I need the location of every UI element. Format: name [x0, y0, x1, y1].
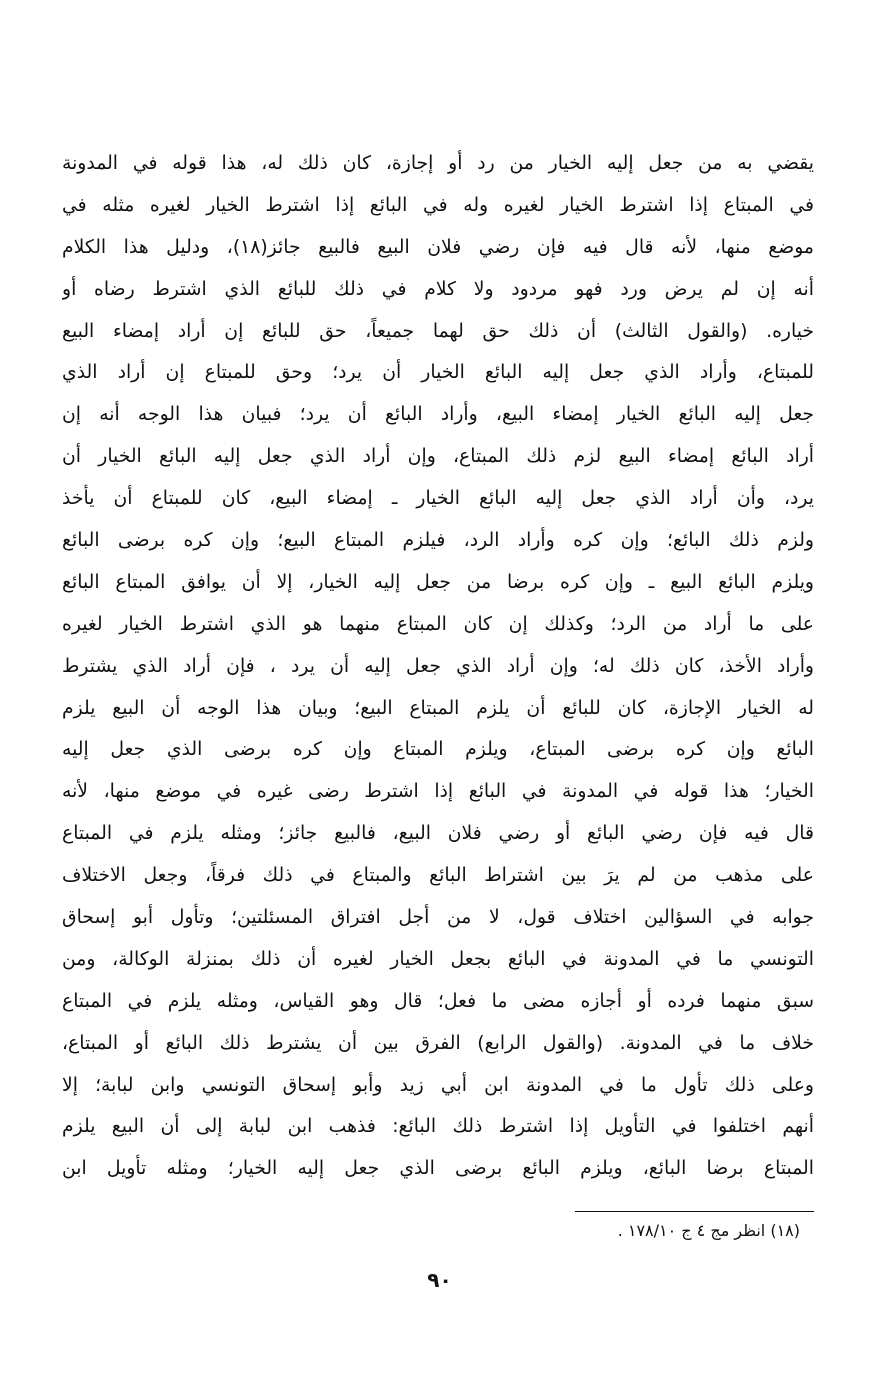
- text-line-15: البائع وإن كره برضى المبتاع، ويلزم المبتاع وإن كره برضى الذي جعل إليه: [62, 739, 814, 761]
- text-line-22: خلاف ما في المدونة. (والقول الرابع) الفرق بين أن يشترط ذلك البائع أو المبتاع،: [62, 1032, 814, 1054]
- main-text-block: [62, 143, 814, 1190]
- text-line-18: على مذهب من لم يرَ بين اشتراط البائع والمبتاع في ذلك فرقاً، وجعل الاختلاف: [62, 865, 814, 887]
- text-line-20: التونسي ما في المدونة في البائع بجعل الخيار لغيره أن ذلك بمنزلة الوكالة، ومن: [62, 948, 814, 970]
- text-line-24: أنهم اختلفوا في التأويل إذا اشترط ذلك البائع: فذهب ابن لبابة إلى أن البيع يلزم: [62, 1116, 814, 1138]
- text-line-3: موضع منها، لأنه قال فيه فإن رضي فلان البيع فالبيع جائز(١٨)، ودليل هذا الكلام: [62, 236, 814, 258]
- text-line-12: على ما أراد من الرد؛ وكذلك إن كان المبتاع منهما هو الذي اشترط الخيار لغيره: [62, 613, 814, 635]
- footnote: (١٨) انظر مج ٤ ج ١٧٨/١٠ .: [617, 1221, 800, 1240]
- text-line-6: للمبتاع، وأراد الذي جعل إليه البائع الخيار أن يرد؛ وحق للمبتاع إن أراد الذي: [62, 362, 814, 384]
- text-line-7: جعل إليه البائع الخيار إمضاء البيع، وأراد البائع أن يرد؛ فبيان هذا الوجه أنه إن: [62, 404, 814, 426]
- text-line-8: أراد البائع إمضاء البيع لزم ذلك المبتاع، وإن أراد الذي جعل إليه البائع الخيار أن: [62, 446, 814, 468]
- text-line-4: أنه إن لم يرض ورد فهو مردود ولا كلام في ذلك للبائع الذي اشترط رضاه أو: [62, 278, 814, 300]
- text-line-11: ويلزم البائع البيع ـ وإن كره برضا من جعل إليه الخيار، إلا أن يوافق المبتاع البائع: [62, 571, 814, 593]
- text-line-10: ولزم ذلك البائع؛ وإن كره وأراد الرد، فيلزم المبتاع البيع؛ وإن كره برضى البائع: [62, 530, 814, 552]
- text-line-13: وأراد الأخذ، كان ذلك له؛ وإن أراد الذي جعل إليه أن يرد ، فإن أراد الذي يشترط: [62, 655, 814, 677]
- text-line-5: خياره. (والقول الثالث) أن ذلك حق لهما جميعاً، حق للبائع إن أراد إمضاء البيع: [62, 320, 814, 342]
- text-line-19: جوابه في السؤالين اختلاف قول، لا من أجل افتراق المسئلتين؛ وتأول أبو إسحاق: [62, 907, 814, 929]
- text-line-14: له الخيار الإجازة، كان للبائع أن يلزم المبتاع البيع؛ وبيان هذا الوجه أن البيع يلزم: [62, 697, 814, 719]
- text-line-17: قال فيه فإن رضي البائع أو رضي فلان البيع، فالبيع جائز؛ ومثله يلزم في المبتاع: [62, 823, 814, 845]
- text-line-23: وعلى ذلك تأول ما في المدونة ابن أبي زيد وأبو إسحاق التونسي وابن لبابة؛ إلا: [62, 1074, 814, 1096]
- footnote-separator: [575, 1211, 814, 1212]
- text-line-1: يقضي به من جعل إليه الخيار من رد أو إجازة، كان ذلك له، هذا قوله في المدونة: [62, 153, 814, 174]
- text-line-9: يرد، وأن أراد الذي جعل إليه البائع الخيار ـ إمضاء البيع، كان للمبتاع أن يأخذ: [62, 488, 814, 510]
- text-line-2: في المبتاع إذا اشترط الخيار لغيره وله في البائع إذا اشترط الخيار لغيره مثله في: [62, 194, 814, 216]
- text-line-25: المبتاع برضا البائع، ويلزم البائع برضى الذي جعل إليه الخيار؛ ومثله تأويل ابن: [62, 1158, 814, 1180]
- text-line-16: الخيار؛ هذا قوله في المدونة في البائع إذا اشترط رضى غيره في موضع منها، لأنه: [62, 781, 814, 803]
- page-number: ٩٠: [427, 1268, 452, 1292]
- text-line-21: سبق منهما فرده أو أجازه مضى ما فعل؛ قال وهو القياس، ومثله يلزم في المبتاع: [62, 990, 814, 1012]
